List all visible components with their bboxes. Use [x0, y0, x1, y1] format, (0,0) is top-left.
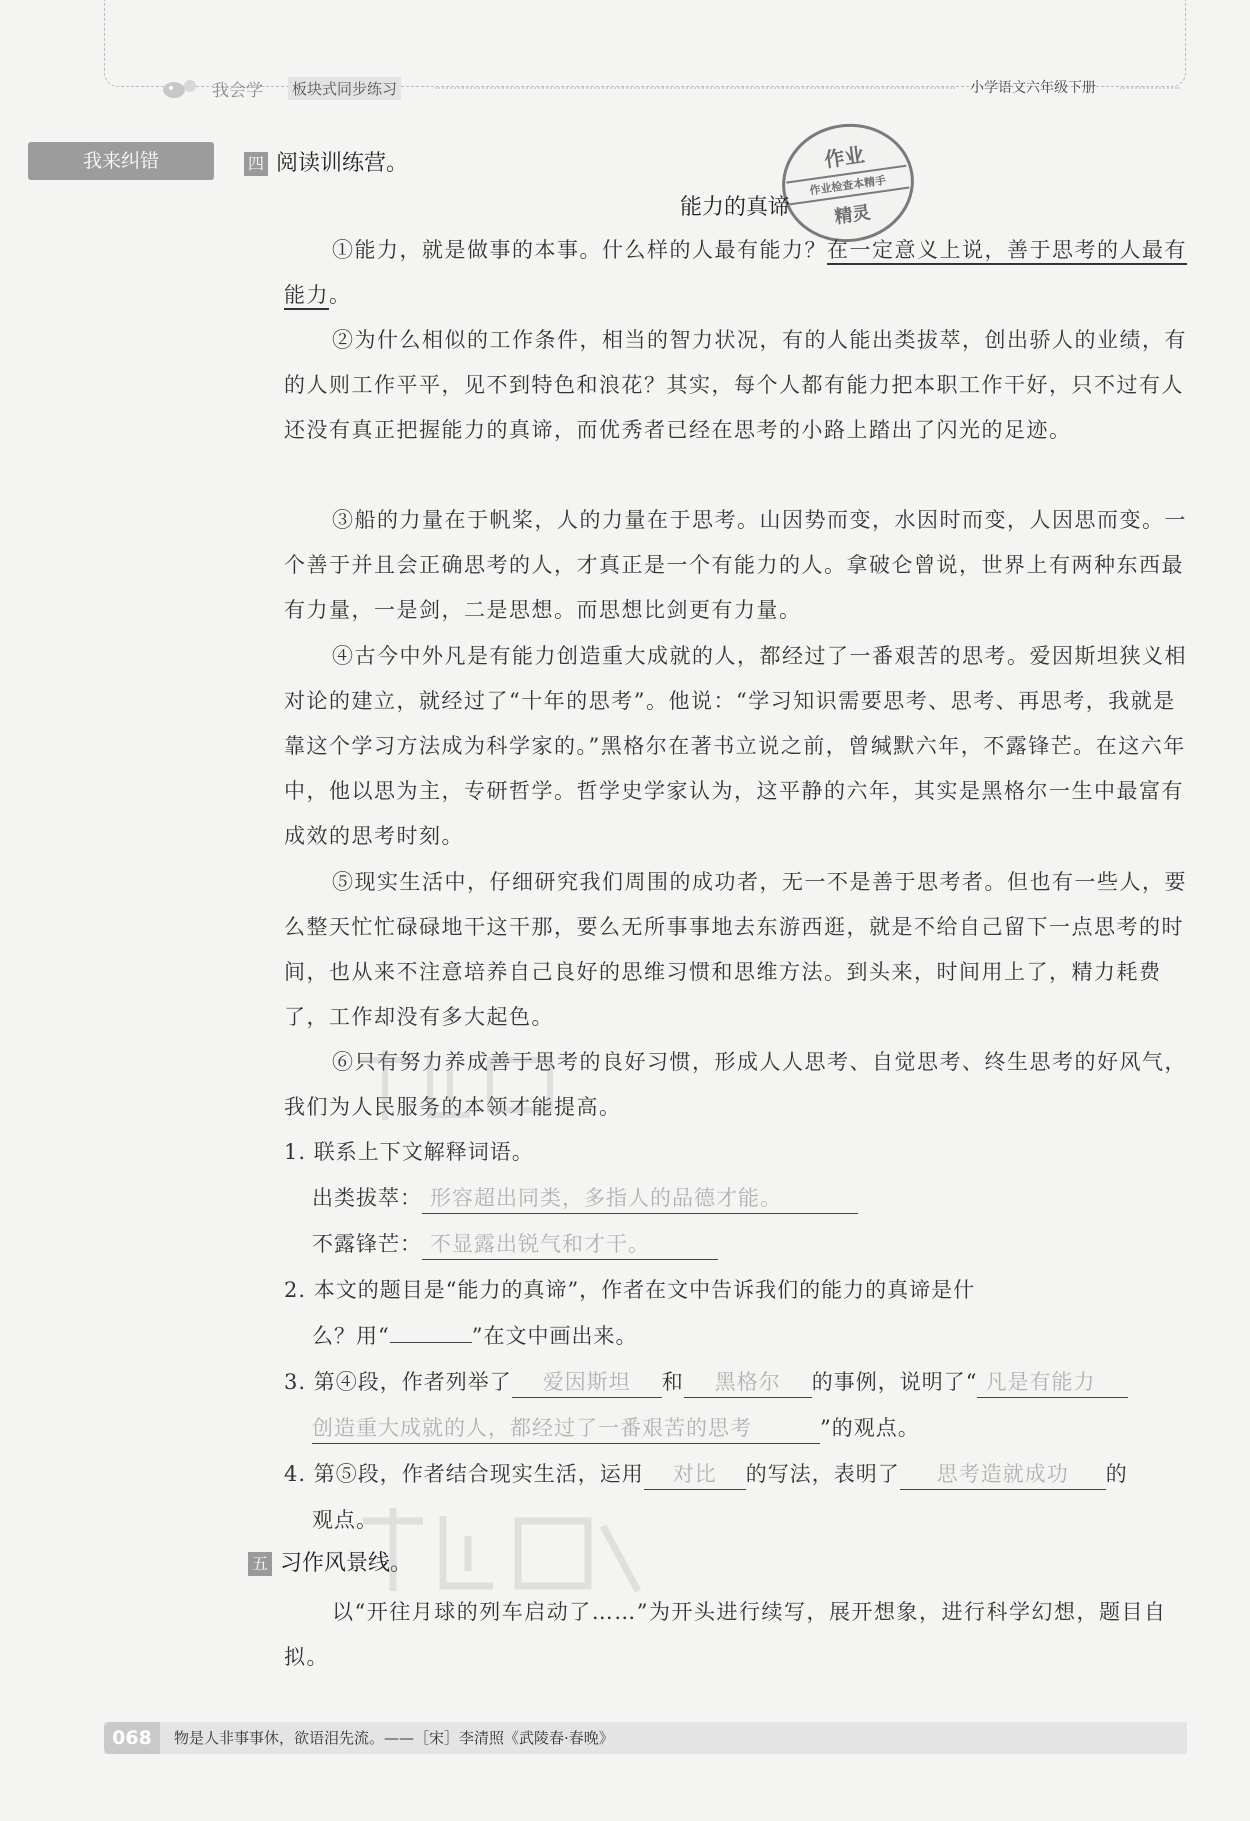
question-1: 1. 联系上下文解释词语。 [284, 1140, 534, 1164]
paragraph-6: ⑥只有努力养成善于思考的良好习惯，形成人人思考、自觉思考、终生思考的好风气，我们为人民服务的本领才能提高。 [284, 1050, 1187, 1119]
p1-end: 。 [329, 283, 352, 307]
page-header [160, 74, 1190, 104]
article-title: 能力的真谛 [679, 195, 790, 220]
p1-text: ①能力，就是做事的本事。什么样的人最有能力？ [332, 238, 827, 262]
question-4-line-1 [284, 1452, 1188, 1497]
answer-1: 形容超出同类，多指人的品德才能。 [422, 1183, 858, 1214]
q2-text-c: ”在文中画出来。 [471, 1324, 638, 1348]
watermark-mark-lower [348, 1496, 648, 1606]
q4-answer-2: 思考造就成功 [900, 1459, 1106, 1490]
paragraph-1 [284, 228, 1188, 318]
q3-answer-1: 爱因斯坦 [512, 1367, 662, 1398]
paragraph-3: ③船的力量在于帆桨，人的力量在于思考。山因势而变，水因时而变，人因思而变。一个善于并且会正确思考的人，才真正是一个有能力的人。拿破仑曾说，世界上有两种东西最有力量，一是剑，二是思想。而思想比剑更有力量。 [284, 508, 1187, 622]
watermark-mark-upper [350, 1040, 570, 1130]
question-3-line-1 [284, 1360, 1188, 1405]
brand-name: 我会学 [212, 81, 263, 101]
mascot-logo-icon [160, 76, 202, 100]
term-2: 不露锋芒： [312, 1232, 422, 1256]
header-divider [435, 87, 955, 89]
question-1-item-1 [312, 1176, 1216, 1221]
q4-text-a: 4. 第⑤段，作者结合现实生活，运用 [284, 1462, 644, 1486]
paragraph-4: ④古今中外凡是有能力创造重大成就的人，都经过了一番艰苦的思考。爱因斯坦狭义相对论的建立，就经过了“十年的思考”。他说：“学习知识需要思考、思考、再思考，我就是靠这个学习方法成为科学家的。”黑格尔在著书立说之前，曾缄默六年，不露锋芒。在这六年中，他以思为主，专研哲学。哲学史学家认为，这平静的六年，其实是黑格尔一生中最富有成效的思考时刻。 [284, 644, 1187, 848]
q2-blank [390, 1316, 472, 1343]
section-number: 四 [244, 152, 268, 176]
q3-text-c: 的事例，说明了“ [811, 1370, 978, 1394]
q4-text-c: 的 [1105, 1462, 1128, 1486]
section-title: 阅读训练营。 [276, 151, 409, 176]
q2-text-b: 么？用“ [312, 1324, 390, 1348]
stamp-top-text: 作业 [822, 142, 866, 172]
q4-answer-1: 对比 [644, 1459, 746, 1490]
stamp-mid-text: 作业检查本精手 [786, 165, 909, 206]
header-divider-right [1120, 87, 1180, 89]
q3-answer-3a: 凡是有能力 [977, 1367, 1128, 1398]
page-number: 068 [104, 1722, 160, 1754]
answer-2: 不显露出锐气和才干。 [422, 1229, 718, 1260]
paragraph-5: ⑤现实生活中，仔细研究我们周围的成功者，无一不是善于思考者。但也有一些人，要么整天忙忙碌碌地干这干那，要么无所事事地去东游西逛，就是不给自己留下一点思考的时间，也从来不注意培养自己良好的思维习惯和思维方法。到头来，时间用上了，精力耗费了，工作却没有多大起色。 [284, 870, 1187, 1029]
q3-answer-3b: 创造重大成就的人，都经过了一番艰苦的思考 [312, 1413, 820, 1444]
question-4-line-2: 观点。 [312, 1508, 378, 1532]
sidebar-tab-error-correction: 我来纠错 [28, 142, 214, 180]
q3-text-b: 和 [661, 1370, 684, 1394]
section-number: 五 [248, 1552, 272, 1576]
section-four-heading [244, 146, 408, 177]
series-name: 板块式同步练习 [288, 77, 401, 100]
question-1-item-2 [312, 1222, 1216, 1267]
section-title: 习作风景线。 [280, 1551, 413, 1576]
paragraph-2: ②为什么相似的工作条件，相当的智力状况，有的人能出类拔萃，创出骄人的业绩，有的人则工作平平，见不到特色和浪花？其实，每个人都有能力把本职工作干好，只不过有人还没有真正把握能力的真谛，而优秀者已经在思考的小路上踏出了闪光的足迹。 [284, 328, 1187, 442]
footer-quote: 物是人非事事休，欲语泪先流。——［宋］李清照《武陵春·春晚》 [174, 1729, 614, 1747]
writing-prompt: 以“开往月球的列车启动了……”为开头进行续写，展开想象，进行科学幻想，题目自拟。 [284, 1600, 1167, 1669]
question-2-line-2 [312, 1314, 1216, 1359]
term-1: 出类拔萃： [312, 1186, 422, 1210]
page-footer [104, 1722, 1187, 1754]
book-title: 小学语文六年级下册 [970, 80, 1096, 96]
question-2-line-1: 2. 本文的题目是“能力的真谛”，作者在文中告诉我们的能力的真谛是什 [284, 1278, 976, 1302]
q3-answer-2: 黑格尔 [684, 1367, 812, 1398]
q3-text-a: 3. 第④段，作者列举了 [284, 1370, 512, 1394]
q3-text-d: ”的观点。 [820, 1416, 920, 1440]
stamp-bottom-text: 精灵 [833, 202, 872, 229]
q4-text-b: 的写法，表明了 [745, 1462, 900, 1486]
p1-underlined: 在一定意义上说，善于思考的人最有能力 [284, 238, 1187, 307]
question-3-line-2 [312, 1406, 1216, 1451]
